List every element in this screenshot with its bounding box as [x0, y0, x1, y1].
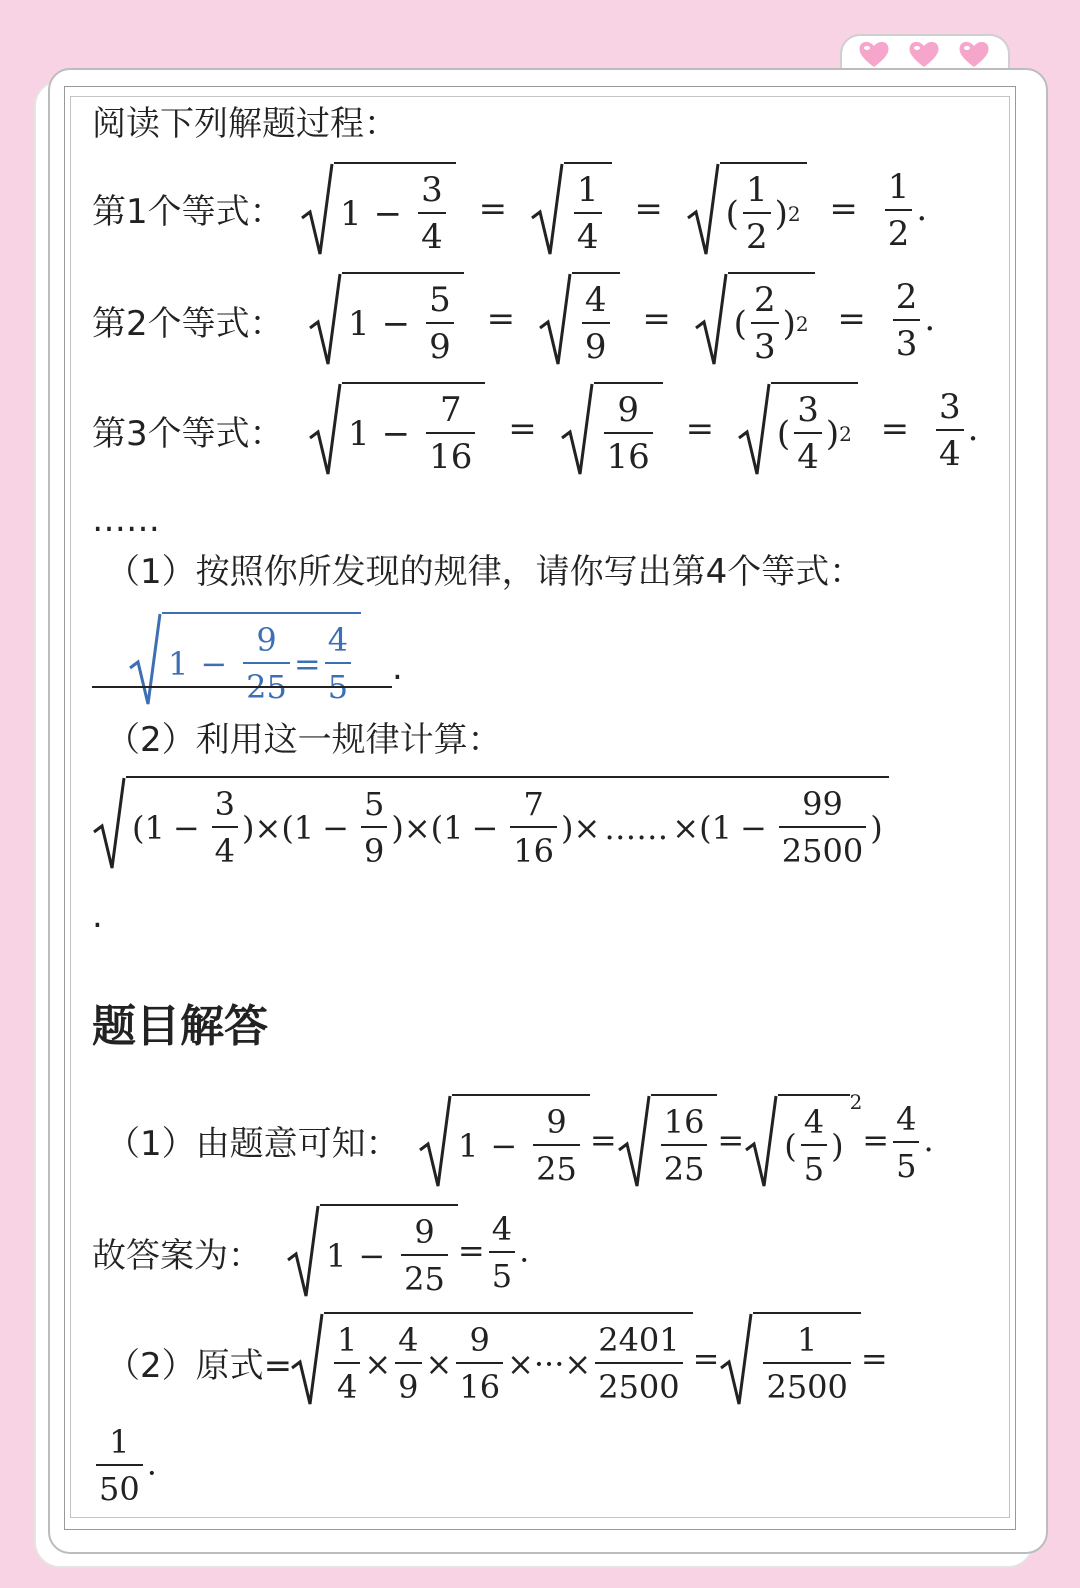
- question-2-expression: (1 − $\frac{3}{4}$ )×(1 − $\frac{5}{9}$ )×(1 − $\frac{7}{16}$ )× …… ×(1 − $\frac{99}{2500}$ ): [92, 776, 889, 874]
- heart-icon: [958, 40, 990, 68]
- eq-label-3: 第3个等式：: [92, 414, 284, 454]
- intro-text: 阅读下列解题过程：: [92, 104, 398, 144]
- ellipsis: ……: [92, 500, 160, 540]
- equation-3: 1 − $\frac{7}{16}$ = $\frac{9}{16}$ = ( $\frac{3}{4}$ ) 2 = $\frac{3}{4}$ .: [308, 382, 978, 480]
- question-2-period: .: [92, 896, 103, 936]
- answer-2-result: $\frac{1}{50}$ .: [92, 1420, 157, 1512]
- eq-label-2: 第2个等式：: [92, 304, 284, 344]
- heart-icon: [908, 40, 940, 68]
- answer-2-expression: $\frac{1}{4}$ × $\frac{4}{9}$ × $\frac{9}{16}$ ×···× $\frac{2401}{2500}$ = $\frac{1}{2500}$ =: [290, 1312, 888, 1410]
- question-2: （2）利用这一规律计算：: [106, 720, 502, 760]
- answer-heading: 题目解答: [92, 1001, 268, 1052]
- equation-1: 1 − $\frac{3}{4}$ = $\frac{1}{4}$ = ( $\frac{1}{2}$ ) 2 = $\frac{1}{2}$ .: [300, 162, 927, 260]
- answer-1-final: 1 − $\frac{9}{25}$ = $\frac{4}{5}$ .: [286, 1204, 529, 1302]
- heart-icon: [858, 40, 890, 68]
- equation-2: 1 − $\frac{5}{9}$ = $\frac{4}{9}$ = ( $\frac{2}{3}$ ) 2 = $\frac{2}{3}$ .: [308, 272, 935, 370]
- question-1-answer: 1 − $\frac{9}{25}$ = $\frac{4}{5}$: [128, 612, 361, 710]
- question-1: （1）按照你所发现的规律，请你写出第4个等式：: [106, 552, 864, 592]
- eq-label-1: 第1个等式：: [92, 192, 284, 232]
- answer-2-label: （2）原式=: [106, 1346, 293, 1386]
- answer-1-conclusion: 故答案为：: [92, 1236, 262, 1276]
- answer-period: .: [392, 648, 403, 688]
- answer-1-label: （1）由题意可知：: [106, 1124, 400, 1164]
- answer-underline: [92, 686, 392, 688]
- answer-1-expression: 1 − $\frac{9}{25}$ = $\frac{16}{25}$ = ( $\frac{4}{5}$ ) $^2$= $\frac{4}{5}$ .: [418, 1090, 934, 1192]
